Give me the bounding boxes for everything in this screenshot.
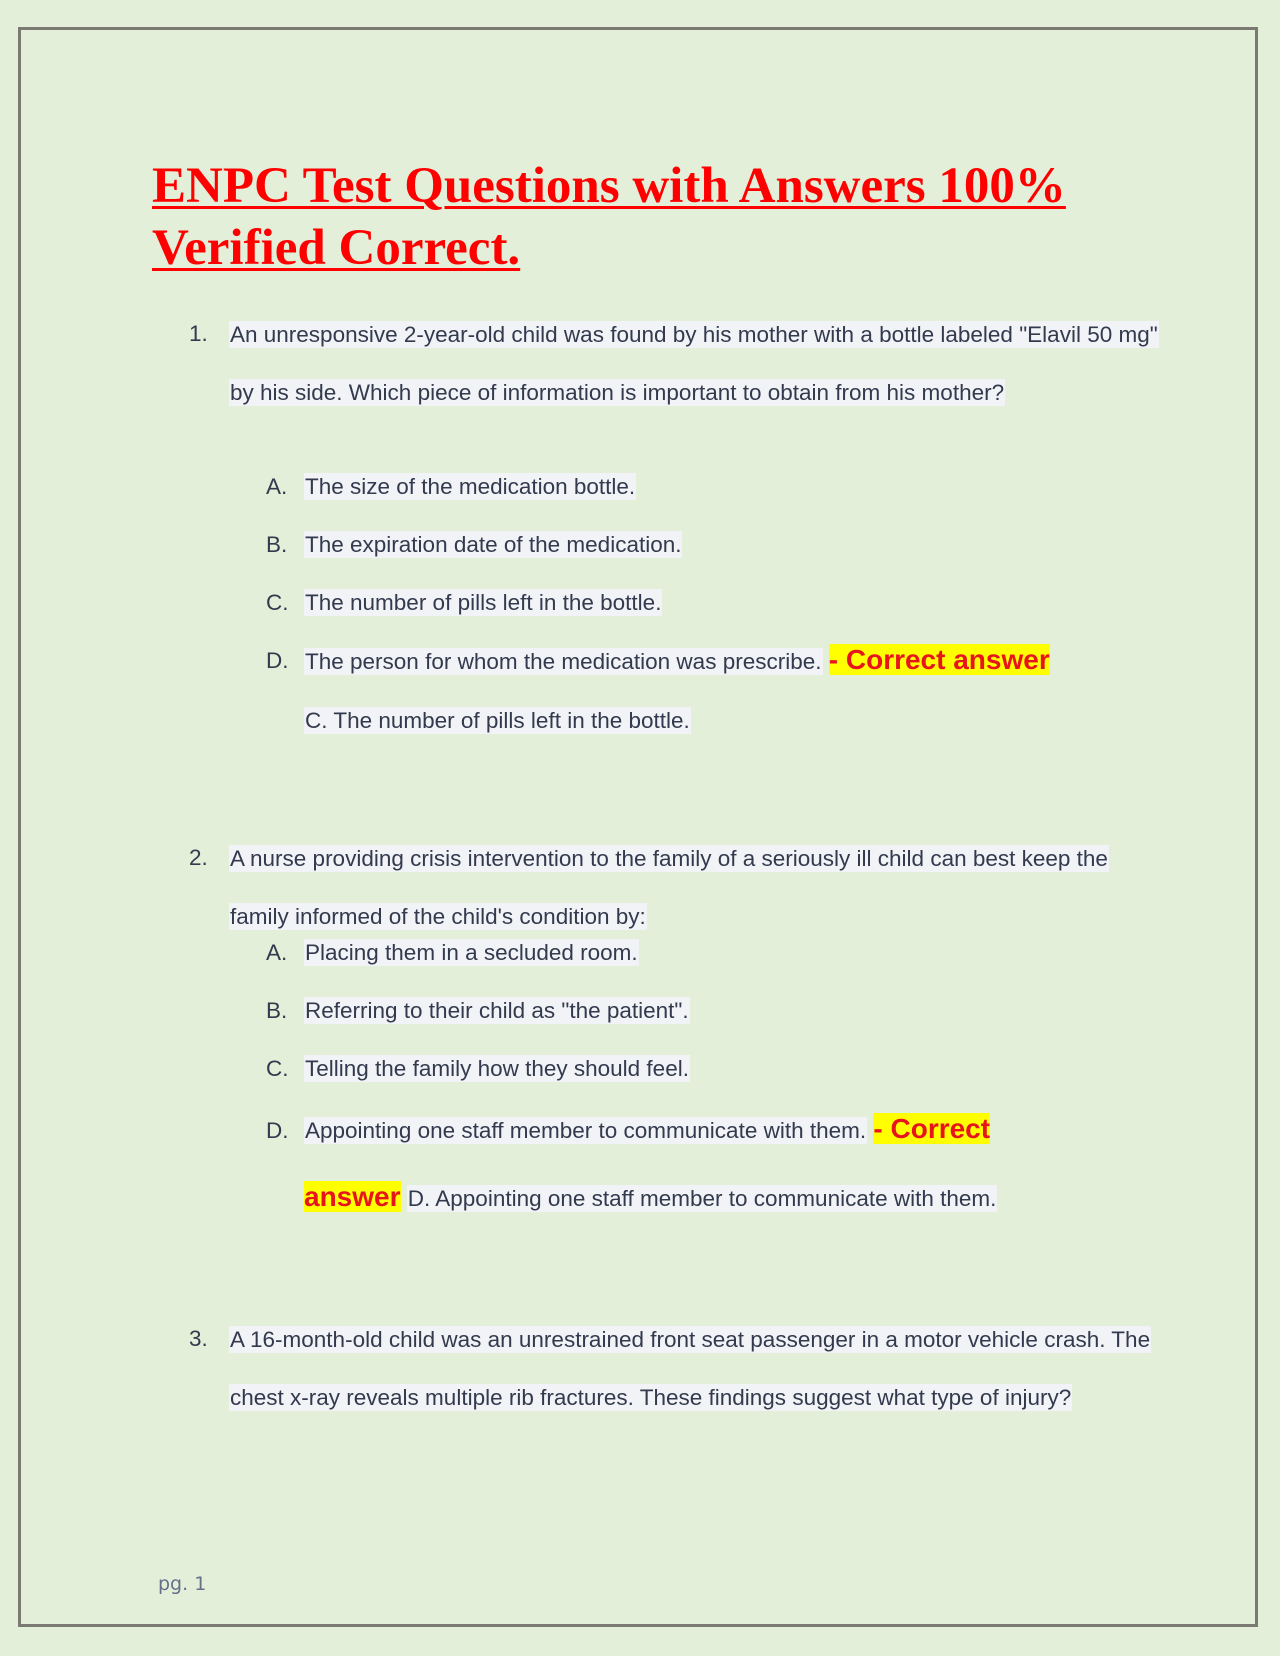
option-text: The number of pills left in the bottle. (305, 590, 662, 615)
option-letter: B. (266, 532, 288, 557)
answer-text: C. The number of pills left in the bottle. (305, 708, 690, 733)
option-letter: C. (266, 1056, 289, 1081)
option-text: Placing them in a secluded room. (305, 940, 638, 965)
page-number-footer: pg. 1 (158, 1573, 207, 1595)
question-text (229, 306, 1159, 422)
question-text (229, 1311, 1159, 1427)
option-letter: D. (266, 648, 289, 673)
correct-answer-label: - Correct answer (828, 644, 1050, 675)
option-letter: B. (266, 998, 288, 1023)
option-text: Telling the family how they should feel. (305, 1056, 689, 1081)
option-text: The person for whom the medication was prescribe. (305, 649, 822, 674)
question-number: 1. (189, 321, 208, 346)
option-text: Appointing one staff member to communicate with them. (305, 1118, 867, 1143)
correct-answer-label: - Correct answer (304, 1113, 991, 1212)
question-number: 2. (189, 845, 208, 870)
option-text: The expiration date of the medication. (305, 532, 682, 557)
answer-text: D. Appointing one staff member to communicate with them. (407, 1186, 997, 1211)
question-text (229, 830, 1159, 946)
option-letter: A. (266, 474, 288, 499)
question-text-content: A nurse providing crisis intervention to the family of a seriously ill child can best keep the family informed of the child's condition by: (230, 846, 1108, 929)
option-text: Referring to their child as "the patient". (305, 998, 689, 1023)
question-number: 3. (189, 1326, 208, 1351)
document-title: ENPC Test Questions with Answers 100% Verified Correct. (152, 158, 1066, 276)
option-letter: D. (266, 1118, 289, 1143)
option-text: The size of the medication bottle. (305, 474, 636, 499)
option-letter: C. (266, 590, 289, 615)
question-text-content: A 16-month-old child was an unrestrained front seat passenger in a motor vehicle crash. The chest x-ray reveals multiple rib fractures. These findings suggest what type of injury? (230, 1327, 1151, 1410)
option-letter: A. (266, 940, 288, 965)
question-text-content: An unresponsive 2-year-old child was found by his mother with a bottle labeled "Elavil 50 mg" by his side. Which piece of information is important to obtain from his mother? (230, 322, 1158, 405)
document-page (18, 27, 1258, 1627)
